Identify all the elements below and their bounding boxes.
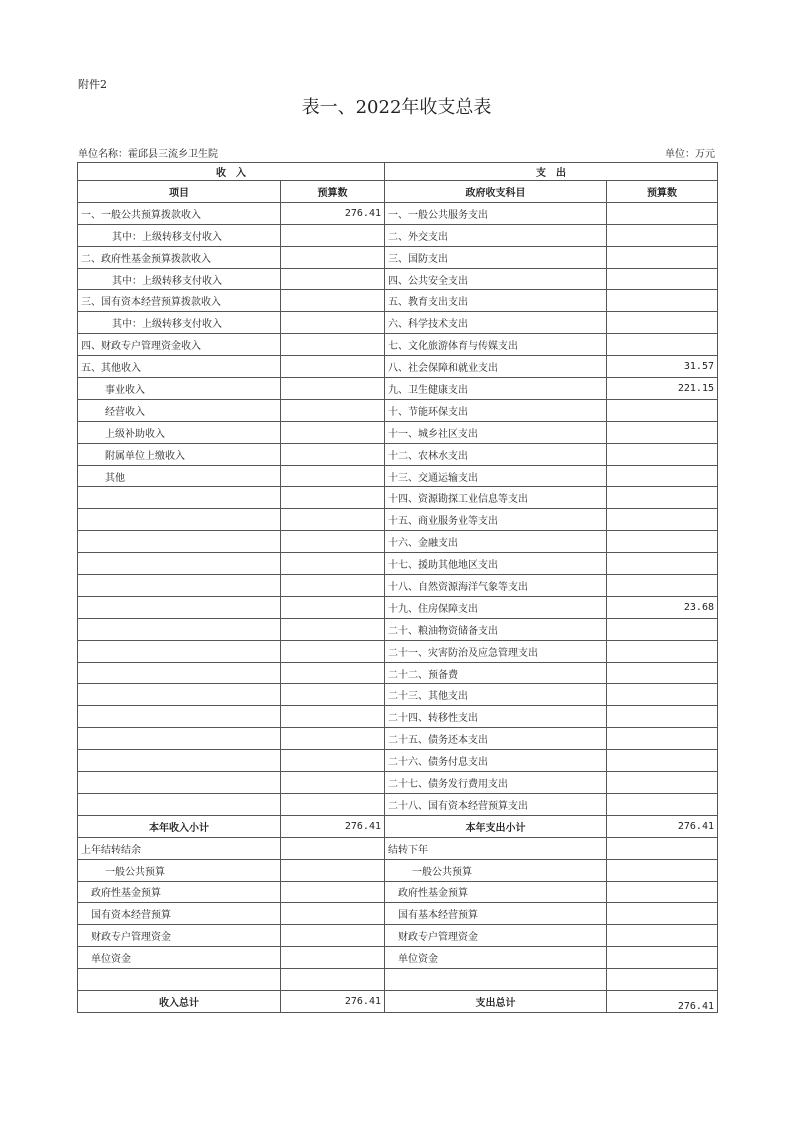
carryover-expense-value bbox=[607, 903, 718, 925]
table-row bbox=[78, 553, 718, 575]
carryover-income-value bbox=[281, 837, 385, 859]
table-row bbox=[78, 728, 718, 750]
expense-budget-value bbox=[607, 202, 718, 224]
carryover-income-value bbox=[281, 903, 385, 925]
income-budget-value bbox=[281, 334, 385, 356]
income-item bbox=[78, 618, 281, 640]
income-budget-value bbox=[281, 290, 385, 312]
expense-item: 二十一、灾害防治及应急管理支出 bbox=[385, 640, 607, 662]
income-item bbox=[78, 772, 281, 794]
expense-budget-value bbox=[607, 334, 718, 356]
expense-item: 十七、援助其他地区支出 bbox=[385, 553, 607, 575]
carryover-expense-item: 结转下年 bbox=[385, 837, 607, 859]
table-row bbox=[78, 750, 718, 772]
carryover-row bbox=[78, 903, 718, 925]
table-row bbox=[78, 531, 718, 553]
expense-item: 十二、农林水支出 bbox=[385, 443, 607, 465]
income-budget-value bbox=[281, 487, 385, 509]
expense-budget-value bbox=[607, 487, 718, 509]
expense-item: 二十六、债务付息支出 bbox=[385, 750, 607, 772]
expense-item: 六、科学技术支出 bbox=[385, 312, 607, 334]
expense-budget-value bbox=[607, 399, 718, 421]
income-subtotal-label: 本年收入小计 bbox=[78, 815, 281, 837]
income-header: 收 入 bbox=[78, 163, 385, 181]
income-item: 其中：上级转移支付收入 bbox=[78, 268, 281, 290]
carryover-expense-item: 财政专户管理资金 bbox=[385, 925, 607, 947]
expense-item: 十五、商业服务业等支出 bbox=[385, 509, 607, 531]
carryover-expense-item: 一般公共预算 bbox=[385, 859, 607, 881]
expense-item: 二、外交支出 bbox=[385, 224, 607, 246]
carryover-expense-value bbox=[607, 881, 718, 903]
income-item bbox=[78, 728, 281, 750]
table-row bbox=[78, 312, 718, 334]
table-row bbox=[78, 706, 718, 728]
expense-item: 十九、住房保障支出 bbox=[385, 596, 607, 618]
expense-item: 十一、城乡社区支出 bbox=[385, 421, 607, 443]
income-item: 五、其他收入 bbox=[78, 356, 281, 378]
expense-item: 二十七、债务发行费用支出 bbox=[385, 772, 607, 794]
table-row bbox=[78, 443, 718, 465]
total-row bbox=[78, 990, 718, 1012]
column-header-row bbox=[78, 181, 718, 203]
expense-header: 支 出 bbox=[385, 163, 718, 181]
expense-budget-value bbox=[607, 290, 718, 312]
expense-budget-value bbox=[607, 246, 718, 268]
expense-budget-value bbox=[607, 553, 718, 575]
expense-budget-value bbox=[607, 684, 718, 706]
income-item bbox=[78, 596, 281, 618]
gov-subject-column-header: 政府收支科目 bbox=[385, 181, 607, 203]
income-budget-value bbox=[281, 465, 385, 487]
income-item bbox=[78, 684, 281, 706]
income-budget-value bbox=[281, 246, 385, 268]
income-budget-value bbox=[281, 421, 385, 443]
income-item bbox=[78, 793, 281, 815]
expense-budget-value bbox=[607, 531, 718, 553]
expense-budget-value bbox=[607, 224, 718, 246]
expense-budget-value bbox=[607, 421, 718, 443]
income-item bbox=[78, 487, 281, 509]
table-row bbox=[78, 465, 718, 487]
table-row bbox=[78, 378, 718, 400]
expense-budget-value bbox=[607, 509, 718, 531]
income-item: 事业收入 bbox=[78, 378, 281, 400]
income-item: 经营收入 bbox=[78, 399, 281, 421]
expense-total-label: 支出总计 bbox=[385, 990, 607, 1012]
table-row bbox=[78, 246, 718, 268]
income-budget-value bbox=[281, 443, 385, 465]
section-header-row bbox=[78, 163, 718, 181]
carryover-expense-value bbox=[607, 859, 718, 881]
income-budget-value bbox=[281, 356, 385, 378]
income-item: 其中：上级转移支付收入 bbox=[78, 312, 281, 334]
expense-item: 二十二、预备费 bbox=[385, 662, 607, 684]
expense-item: 三、国防支出 bbox=[385, 246, 607, 268]
income-budget-value bbox=[281, 553, 385, 575]
income-budget-value: 276.41 bbox=[281, 202, 385, 224]
expense-item: 二十四、转移性支出 bbox=[385, 706, 607, 728]
expense-item: 五、教育支出支出 bbox=[385, 290, 607, 312]
income-item bbox=[78, 640, 281, 662]
income-budget-value bbox=[281, 640, 385, 662]
income-budget-value bbox=[281, 575, 385, 597]
expense-budget-value bbox=[607, 706, 718, 728]
table-row bbox=[78, 575, 718, 597]
income-budget-value bbox=[281, 399, 385, 421]
income-budget-value bbox=[281, 684, 385, 706]
expense-budget-value bbox=[607, 750, 718, 772]
income-budget-value bbox=[281, 378, 385, 400]
income-budget-value bbox=[281, 662, 385, 684]
expense-budget-value bbox=[607, 640, 718, 662]
expense-item: 二十三、其他支出 bbox=[385, 684, 607, 706]
carryover-row bbox=[78, 969, 718, 991]
income-budget-value bbox=[281, 772, 385, 794]
income-item bbox=[78, 706, 281, 728]
carryover-expense-item: 政府性基金预算 bbox=[385, 881, 607, 903]
expense-item: 八、社会保障和就业支出 bbox=[385, 356, 607, 378]
carryover-row bbox=[78, 925, 718, 947]
carryover-income-item: 国有资本经营预算 bbox=[78, 903, 281, 925]
income-item: 三、国有资本经营预算拨款收入 bbox=[78, 290, 281, 312]
expense-item: 七、文化旅游体育与传媒支出 bbox=[385, 334, 607, 356]
expense-item: 二十、粮油物资储备支出 bbox=[385, 618, 607, 640]
carryover-income-value bbox=[281, 881, 385, 903]
carryover-income-item: 单位资金 bbox=[78, 947, 281, 969]
table-row bbox=[78, 509, 718, 531]
income-budget-value bbox=[281, 793, 385, 815]
income-total-label: 收入总计 bbox=[78, 990, 281, 1012]
table-row bbox=[78, 640, 718, 662]
expense-budget-value bbox=[607, 728, 718, 750]
budget-column-header-2: 预算数 bbox=[607, 181, 718, 203]
table-row bbox=[78, 487, 718, 509]
table-row bbox=[78, 224, 718, 246]
income-item bbox=[78, 531, 281, 553]
income-item: 二、政府性基金预算拨款收入 bbox=[78, 246, 281, 268]
carryover-income-item bbox=[78, 969, 281, 991]
income-item: 一、一般公共预算拨款收入 bbox=[78, 202, 281, 224]
carryover-income-value bbox=[281, 859, 385, 881]
expense-total-value: 276.41 bbox=[607, 990, 718, 1012]
currency-unit: 单位：万元 bbox=[665, 149, 715, 160]
expense-budget-value bbox=[607, 575, 718, 597]
carryover-expense-item bbox=[385, 969, 607, 991]
expense-item: 一、一般公共服务支出 bbox=[385, 202, 607, 224]
income-total-value: 276.41 bbox=[281, 990, 385, 1012]
income-budget-value bbox=[281, 531, 385, 553]
income-item bbox=[78, 575, 281, 597]
expense-item: 十三、交通运输支出 bbox=[385, 465, 607, 487]
table-row bbox=[78, 662, 718, 684]
expense-budget-value bbox=[607, 662, 718, 684]
expense-budget-value bbox=[607, 443, 718, 465]
item-column-header: 项目 bbox=[78, 181, 281, 203]
expense-subtotal-value: 276.41 bbox=[607, 815, 718, 837]
attachment-label: 附件2 bbox=[78, 78, 107, 91]
carryover-expense-value bbox=[607, 947, 718, 969]
expense-budget-value bbox=[607, 268, 718, 290]
unit-name: 单位名称：霍邱县三流乡卫生院 bbox=[78, 149, 218, 160]
income-item bbox=[78, 509, 281, 531]
carryover-row bbox=[78, 881, 718, 903]
expense-budget-value: 221.15 bbox=[607, 378, 718, 400]
expense-budget-value: 23.68 bbox=[607, 596, 718, 618]
income-subtotal-value: 276.41 bbox=[281, 815, 385, 837]
expense-item: 十八、自然资源海洋气象等支出 bbox=[385, 575, 607, 597]
page-title: 表一、2022年收支总表 bbox=[301, 97, 492, 118]
expense-budget-value bbox=[607, 312, 718, 334]
carryover-expense-value bbox=[607, 969, 718, 991]
income-item bbox=[78, 553, 281, 575]
table-row bbox=[78, 618, 718, 640]
expense-item: 十六、金融支出 bbox=[385, 531, 607, 553]
expense-budget-value bbox=[607, 465, 718, 487]
budget-summary-table bbox=[77, 162, 718, 1013]
carryover-income-item: 一般公共预算 bbox=[78, 859, 281, 881]
income-budget-value bbox=[281, 312, 385, 334]
income-budget-value bbox=[281, 224, 385, 246]
carryover-expense-value bbox=[607, 925, 718, 947]
expense-item: 九、卫生健康支出 bbox=[385, 378, 607, 400]
income-item: 其中：上级转移支付收入 bbox=[78, 224, 281, 246]
table-row bbox=[78, 684, 718, 706]
table-row bbox=[78, 772, 718, 794]
income-budget-value bbox=[281, 596, 385, 618]
carryover-income-value bbox=[281, 925, 385, 947]
table-row bbox=[78, 290, 718, 312]
table-row bbox=[78, 793, 718, 815]
carryover-income-item: 财政专户管理资金 bbox=[78, 925, 281, 947]
expense-item: 四、公共安全支出 bbox=[385, 268, 607, 290]
expense-budget-value bbox=[607, 618, 718, 640]
expense-budget-value: 31.57 bbox=[607, 356, 718, 378]
income-budget-value bbox=[281, 750, 385, 772]
income-budget-value bbox=[281, 268, 385, 290]
carryover-row bbox=[78, 837, 718, 859]
expense-item: 十四、资源勘探工业信息等支出 bbox=[385, 487, 607, 509]
carryover-income-item: 上年结转结余 bbox=[78, 837, 281, 859]
expense-item: 二十五、债务还本支出 bbox=[385, 728, 607, 750]
income-budget-value bbox=[281, 618, 385, 640]
table-row bbox=[78, 268, 718, 290]
income-item bbox=[78, 662, 281, 684]
subtotal-row bbox=[78, 815, 718, 837]
income-item: 其他 bbox=[78, 465, 281, 487]
table-row bbox=[78, 202, 718, 224]
income-budget-value bbox=[281, 706, 385, 728]
expense-item: 十、节能环保支出 bbox=[385, 399, 607, 421]
table-row bbox=[78, 356, 718, 378]
table-row bbox=[78, 596, 718, 618]
carryover-income-value bbox=[281, 947, 385, 969]
table-row bbox=[78, 399, 718, 421]
carryover-expense-value bbox=[607, 837, 718, 859]
income-item bbox=[78, 750, 281, 772]
income-budget-value bbox=[281, 509, 385, 531]
income-item: 附属单位上缴收入 bbox=[78, 443, 281, 465]
table-row bbox=[78, 334, 718, 356]
carryover-income-item: 政府性基金预算 bbox=[78, 881, 281, 903]
income-item: 上级补助收入 bbox=[78, 421, 281, 443]
carryover-expense-item: 单位资金 bbox=[385, 947, 607, 969]
income-budget-value bbox=[281, 728, 385, 750]
expense-budget-value bbox=[607, 772, 718, 794]
expense-subtotal-label: 本年支出小计 bbox=[385, 815, 607, 837]
expense-item: 二十八、国有资本经营预算支出 bbox=[385, 793, 607, 815]
carryover-row bbox=[78, 947, 718, 969]
budget-column-header: 预算数 bbox=[281, 181, 385, 203]
carryover-income-value bbox=[281, 969, 385, 991]
carryover-expense-item: 国有基本经营预算 bbox=[385, 903, 607, 925]
table-row bbox=[78, 421, 718, 443]
expense-budget-value bbox=[607, 793, 718, 815]
income-item: 四、财政专户管理资金收入 bbox=[78, 334, 281, 356]
carryover-row bbox=[78, 859, 718, 881]
